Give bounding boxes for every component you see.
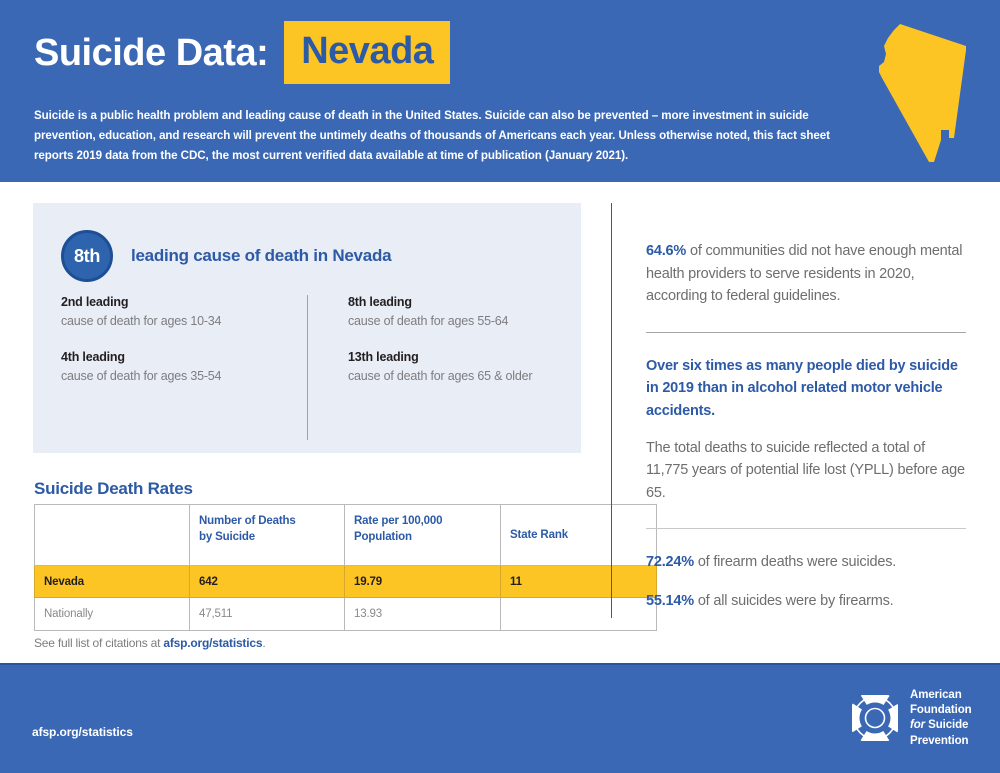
age-stats-column-right: [307, 295, 553, 440]
stat-description: cause of death for ages 10-34: [61, 314, 222, 328]
fact-ypll-body: The total deaths to suicide reflected a total of 11,775 years of potential life lost (YPLL) before age 65.: [646, 439, 965, 501]
table-header-deaths: [190, 505, 345, 566]
table-title: Suicide Death Rates: [34, 479, 193, 498]
table-row: [35, 598, 657, 631]
column-divider: [611, 203, 612, 618]
stat-rank: 8th leading: [348, 295, 412, 309]
stat-item: [61, 350, 307, 383]
logo-line-2: Foundation: [910, 704, 972, 717]
spacer: [646, 423, 966, 437]
stat-rank: 2nd leading: [61, 295, 129, 309]
fact4-text: of all suicides were by firearms.: [693, 593, 894, 610]
header-line: Population: [354, 531, 412, 544]
fact-divider: [646, 332, 966, 333]
citation-suffix: .: [262, 636, 266, 650]
row-rate: 13.93: [345, 598, 501, 631]
afsp-logo: [852, 688, 972, 749]
stat-description: cause of death for ages 35-54: [61, 369, 222, 383]
header-description: Suicide is a public health problem and leading cause of death in the United States. Suicide can also be prevented – more investment in suicide prevention, education, and research will prevent the untimely deaths of thousands of Americans each year. Unless otherwise noted, this fact sheet reports 2019 data from the CDC, the most current verified data available at time of publication (January 2021).: [34, 109, 830, 162]
page-title: [34, 21, 450, 84]
stat-description: cause of death for ages 65 & older: [348, 369, 533, 383]
row-label: Nationally: [35, 598, 190, 631]
title-main-text: Suicide Data:: [34, 31, 269, 74]
leading-cause-panel: [33, 203, 581, 453]
citation-link[interactable]: afsp.org/statistics: [163, 636, 263, 650]
title-state-badge: Nevada: [284, 21, 450, 84]
table-header-state-rank: State Rank: [501, 505, 657, 566]
suicide-death-rates-table: [34, 504, 657, 631]
table-header-row: [35, 505, 657, 566]
rank-badge: 8th: [61, 230, 113, 282]
table-header-rate: [345, 505, 501, 566]
row-deaths: 47,511: [190, 598, 345, 631]
header-line: by Suicide: [199, 531, 256, 544]
fact1-text: of communities did not have enough mental health providers to serve residents in 2020, according to federal guidelines.: [646, 243, 963, 305]
fact3-text: of firearm deaths were suicides.: [693, 554, 897, 571]
fact4-value: 55.14%: [646, 593, 694, 610]
stat-item: [348, 295, 553, 328]
citation-prefix: See full list of citations at: [34, 636, 164, 650]
nevada-state-outline-icon: [866, 20, 978, 173]
age-stats-grid: [61, 295, 553, 440]
page-header: [0, 0, 1000, 182]
stat-rank: 4th leading: [61, 350, 125, 364]
logo-line-3: [910, 718, 972, 733]
logo-line-1: American: [910, 689, 962, 701]
stat-item: [348, 350, 553, 383]
fact-suicides-by-firearms: [646, 590, 966, 613]
page-footer: [0, 663, 1000, 773]
row-rank: 11: [501, 566, 657, 598]
logo-line-4: Prevention: [910, 734, 969, 747]
footer-url[interactable]: afsp.org/statistics: [32, 725, 133, 739]
afsp-logo-text: [910, 688, 972, 749]
table-row: [35, 566, 657, 598]
logo-suicide: Suicide: [925, 719, 969, 732]
table-header-blank: [35, 505, 190, 566]
stat-rank: 13th leading: [348, 350, 419, 364]
fact3-value: 72.24%: [646, 554, 694, 571]
row-label: Nevada: [35, 566, 190, 598]
citation-line: [34, 636, 265, 650]
row-deaths: 642: [190, 566, 345, 598]
row-rate: 19.79: [345, 566, 501, 598]
logo-for-italic: for: [910, 719, 926, 732]
fact1-value: 64.6%: [646, 243, 687, 259]
badge-row: [61, 230, 391, 282]
age-stats-column-left: [61, 295, 307, 440]
stat-item: [61, 295, 307, 328]
badge-label: leading cause of death in Nevada: [131, 246, 392, 265]
right-facts-column: [646, 240, 966, 613]
stat-description: cause of death for ages 55-64: [348, 314, 509, 328]
header-line: Rate per 100,000: [354, 515, 443, 527]
row-rank: [501, 598, 657, 631]
fact-divider: [646, 528, 966, 529]
fact-alcohol-comparison-heading: Over six times as many people died by suicide in 2019 than in alcohol related motor vehicle accidents.: [646, 357, 958, 420]
fact-firearm-deaths-suicides: [646, 551, 966, 574]
fact-mental-health-providers: [646, 240, 966, 308]
header-line: Number of Deaths: [199, 515, 296, 527]
life-ring-icon: [852, 695, 898, 741]
